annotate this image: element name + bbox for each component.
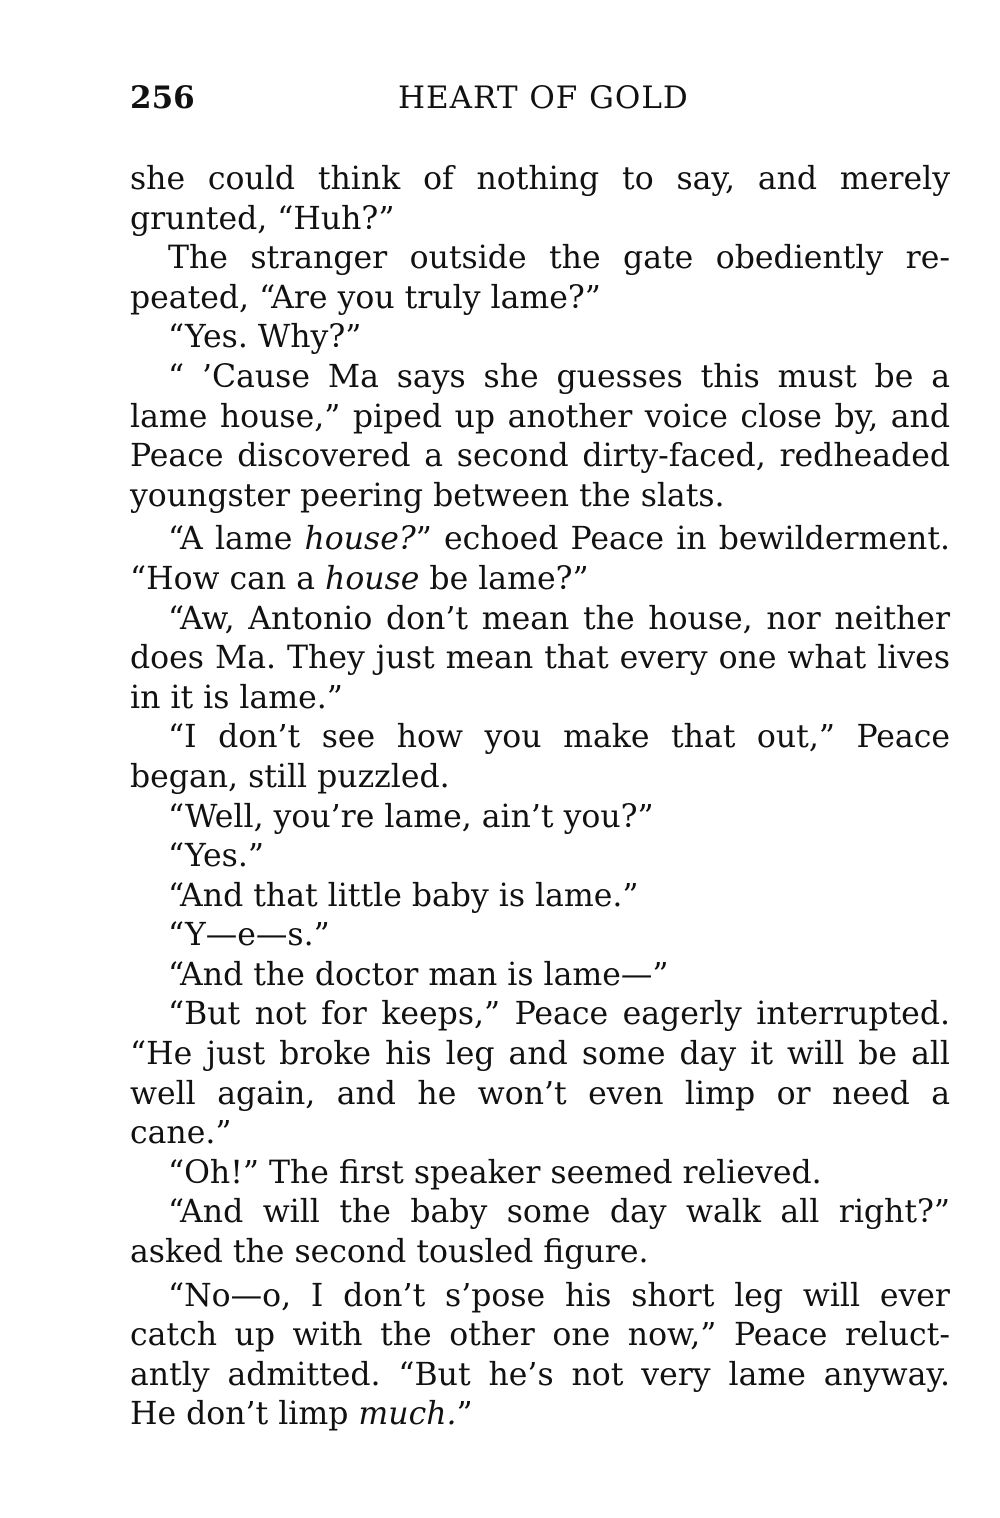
paragraph-13: “But not for keeps,” Peace eagerly interrupted. “He just broke his leg and some day it will be all well again, and he won’t even limp or need a cane.” [130,996,950,1152]
running-title: HEART OF GOLD [398,80,689,116]
paragraph-16 [130,1277,950,1435]
paragraph-1: she could think of nothing to say, and merely grunted, “Huh?” [130,161,950,237]
paragraph-6: “Aw, Antonio don’t mean the house, nor neither does Ma. They just mean that every one what lives in it is lame.” [130,600,950,716]
paragraph-8: “Well, you’re lame, ain’t you?” [168,798,654,835]
page-number: 256 [130,80,195,116]
paragraph-12: “And the doctor man is lame—” [168,956,669,993]
paragraph-5 [130,520,950,599]
italic-text: house? [304,521,416,558]
paragraph-2: The stranger outside the gate obediently repeated, “Are you truly lame?” [130,240,950,316]
paragraph-14: “Oh!” The first speaker seemed relieved. [168,1154,822,1191]
text-run: be lame?” [419,560,589,597]
italic-text: house [325,560,420,597]
italic-text: much. [358,1396,457,1433]
paragraph-9: “Yes.” [168,838,264,875]
paragraph-3: “Yes. Why?” [168,319,362,356]
paragraph-15: “And will the baby some day walk all right?” asked the second tousled figure. [130,1194,950,1271]
paragraph-4: “ ’Cause Ma says she guesses this must be a lame house,” piped up another voice close by, and Peace discovered a second dirty-faced, redheaded youngster peering between the slats. [130,358,950,514]
text-run: “A lame [168,521,305,558]
paragraph-10: “And that little baby is lame.” [168,877,639,914]
paragraph-11: “Y—e—s.” [168,917,330,954]
text-run: “No—o, I don’t s’pose his short leg will ever catch up with the other one now,” Peace reluctantly admitted. “But he’s not very lame anyway. He don’t limp [130,1277,950,1433]
page-header [130,78,950,118]
text-run: ” [456,1396,473,1433]
text-run: ” echoed Peace in bewilderment. “How can a [130,521,950,597]
body-text [130,160,950,1435]
paragraph-7: “I don’t see how you make that out,” Peace began, still puzzled. [130,719,950,795]
